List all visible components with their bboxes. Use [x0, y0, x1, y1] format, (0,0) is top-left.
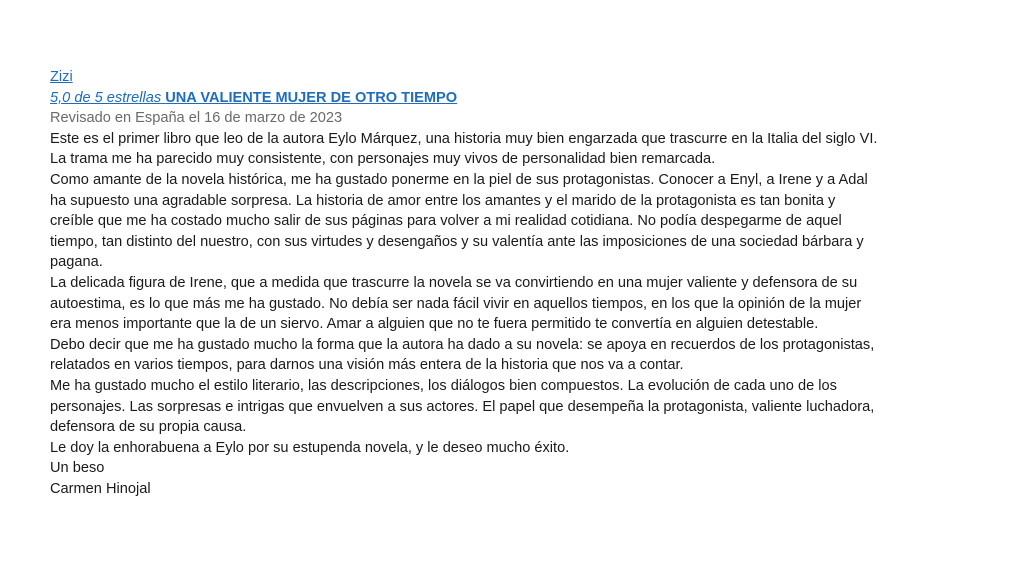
review-title: UNA VALIENTE MUJER DE OTRO TIEMPO — [165, 89, 458, 106]
review-body-line: Debo decir que me ha gustado mucho la forma que la autora ha dado a su novela: se apoya en recuerdos de los protagonistas, — [50, 336, 875, 353]
star-rating-text: 5,0 de 5 estrellas — [50, 89, 162, 106]
review-body-line: relatados en varios tiempos, para darnos una visión más entera de la historia que nos va a contar. — [50, 357, 684, 374]
review-date: Revisado en España el 16 de marzo de 2023 — [50, 110, 343, 127]
review-body-line: Le doy la enhorabuena a Eylo por su estupenda novela, y le deseo mucho éxito. — [50, 439, 570, 456]
review-body-line: tiempo, tan distinto del nuestro, con sus virtudes y desengaños y su valentía ante las imposiciones de una sociedad bárbara y — [50, 233, 864, 250]
review-rating-title-link[interactable] — [50, 88, 950, 109]
review-body-line: La trama me ha parecido muy consistente, con personajes muy vivos de personalidad bien remarcada. — [50, 151, 716, 168]
review-body-line: personajes. Las sorpresas e intrigas que envuelven a sus actores. El papel que desempeña la protagonista, valiente luchadora, — [50, 398, 875, 415]
reviewer-name-link[interactable]: Zizi — [50, 69, 73, 85]
review-body-line: defensora de su propia causa. — [50, 419, 247, 436]
review-body-line: creíble que me ha costado mucho salir de sus páginas para volver a mi realidad cotidiana. No podía despegarme de aquel — [50, 213, 842, 230]
review-signature: Carmen Hinojal — [50, 480, 151, 497]
review-body — [50, 129, 950, 500]
review-body-line: era menos importante que la de un siervo. Amar a alguien que no te fuera permitido te convertía en alguien detestable. — [50, 316, 819, 333]
review-body-line: pagana. — [50, 254, 103, 271]
review-body-line: Me ha gustado mucho el estilo literario, las descripciones, los diálogos bien compuestos. La evolución de cada uno de los — [50, 377, 837, 394]
review-sign-off: Un beso — [50, 460, 105, 477]
review-body-line: Como amante de la novela histórica, me ha gustado ponerme en la piel de sus protagonistas. Conocer a Enyl, a Irene y a Adal — [50, 171, 868, 188]
review-body-line: autoestima, es lo que más me ha gustado. No debía ser nada fácil vivir en aquellos tiempos, en los que la opinión de la mujer — [50, 295, 862, 312]
review-body-line: Este es el primer libro que leo de la autora Eylo Márquez, una historia muy bien engarzada que trascurre en la Italia del siglo VI. — [50, 130, 878, 147]
review-body-line: ha supuesto una agradable sorpresa. La historia de amor entre los amantes y el marido de la protagonista es tan bonita y — [50, 192, 836, 209]
review-card — [50, 67, 950, 499]
review-body-line: La delicada figura de Irene, que a medida que trascurre la novela se va convirtiendo en una mujer valiente y defensora de su — [50, 274, 858, 291]
